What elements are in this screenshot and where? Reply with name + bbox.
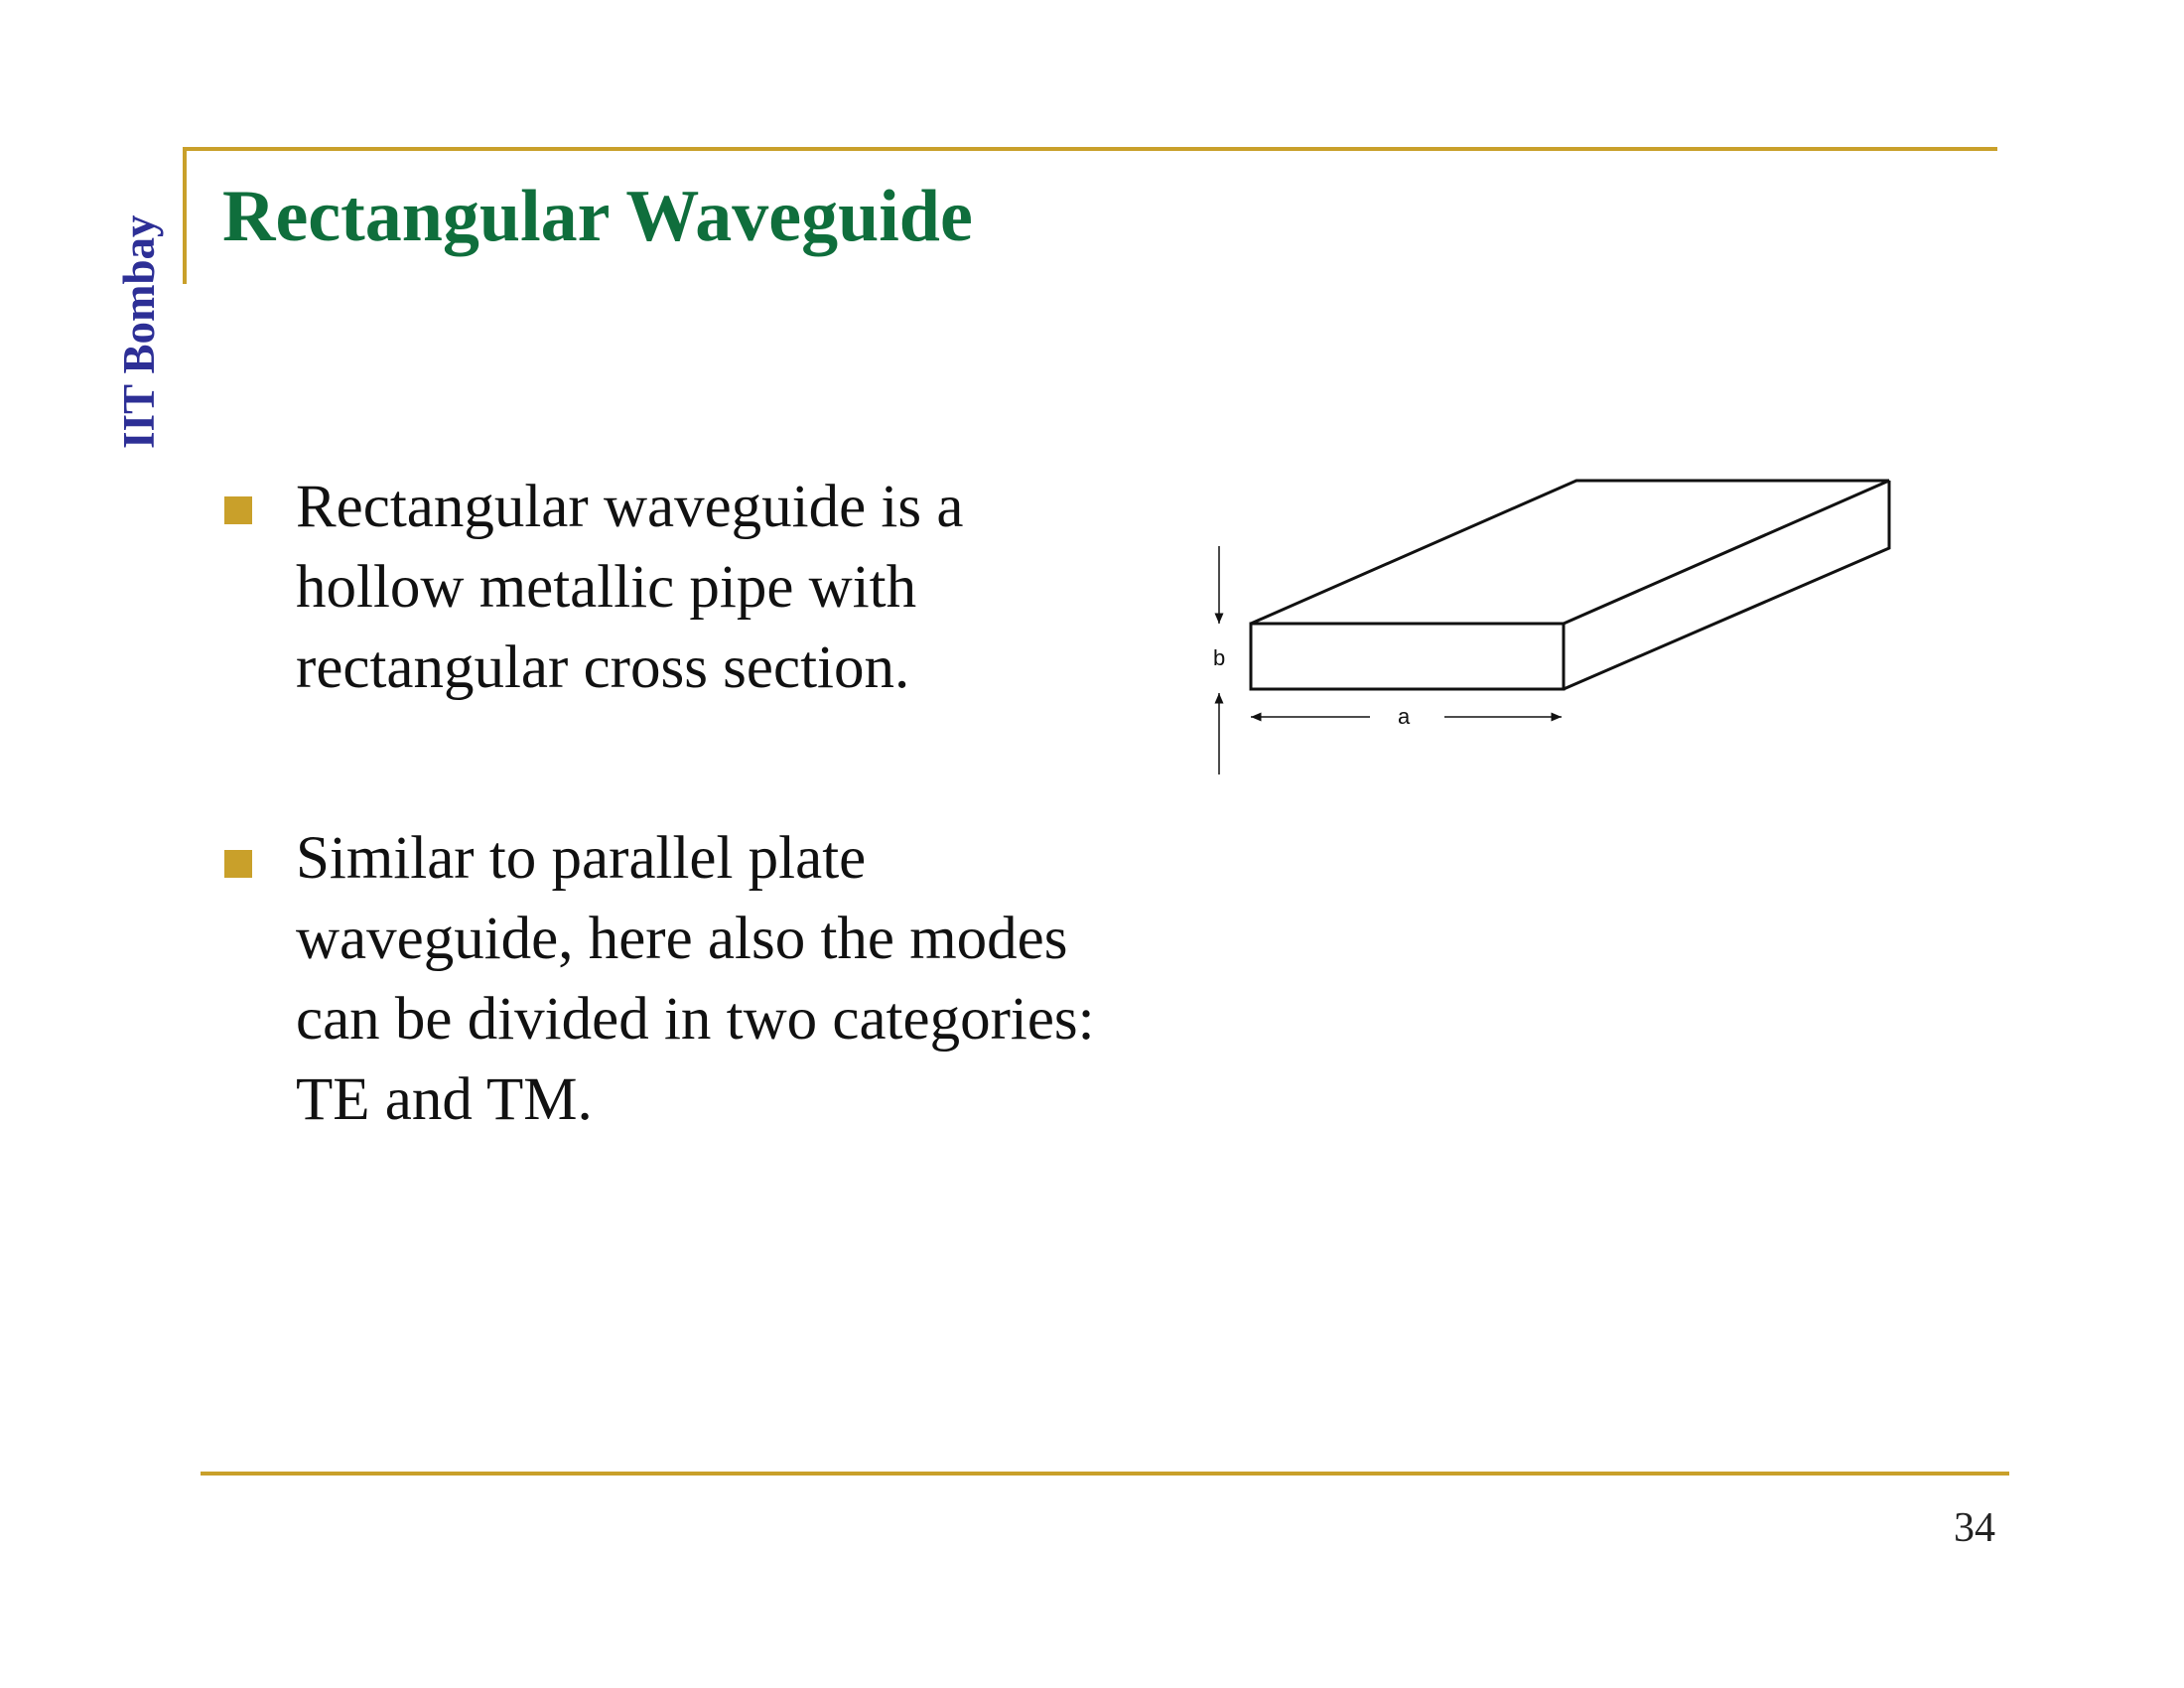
width-label: a	[1398, 704, 1411, 729]
top-rule	[183, 147, 1997, 151]
left-rule	[183, 147, 187, 284]
bullet-marker	[224, 850, 252, 878]
slide-title: Rectangular Waveguide	[222, 176, 973, 257]
bottom-rule	[201, 1472, 2009, 1476]
bullet-text-1: Rectangular waveguide is a hollow metallic pipe with rectangular cross section.	[296, 474, 964, 701]
height-label: b	[1213, 645, 1226, 670]
waveguide-diagram	[1181, 467, 1916, 784]
top-face	[1251, 481, 1889, 624]
waveguide-box	[1251, 481, 1889, 689]
bullet-marker	[224, 496, 252, 524]
right-face	[1564, 481, 1889, 689]
org-label: IIT Bombay	[114, 214, 164, 449]
page-number: 34	[1954, 1505, 1995, 1551]
bullet-text-2: Similar to parallel plate waveguide, here also the modes can be divided in two categories: TE and TM.	[296, 825, 1095, 1133]
front-face	[1251, 624, 1564, 689]
